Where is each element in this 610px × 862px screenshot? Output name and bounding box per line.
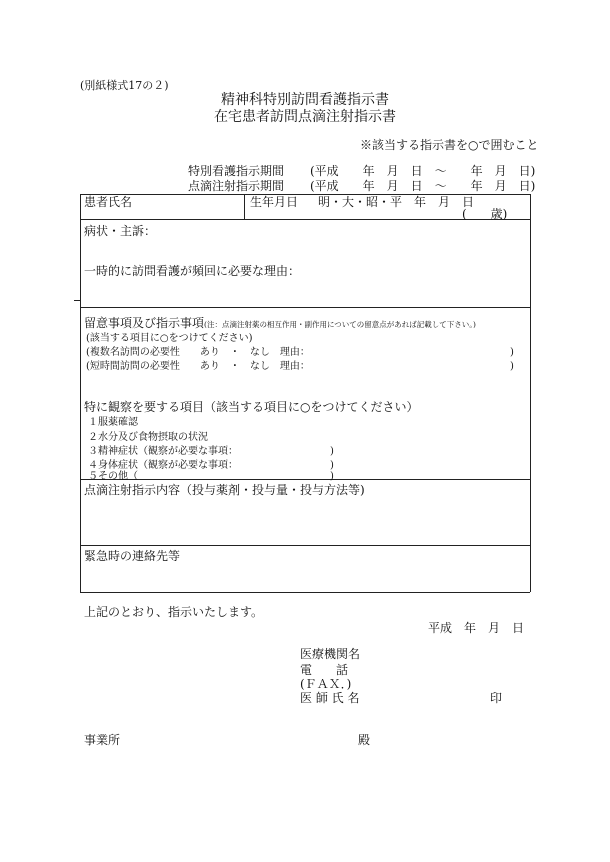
emergency-contact-label: 緊急時の連絡先等	[84, 549, 181, 563]
observe-item-close: )	[330, 460, 334, 471]
honorific-label: 殿	[358, 733, 371, 747]
selection-note: ※該当する指示書を○で囲むこと	[360, 138, 539, 152]
title-psychiatric-visit: 精神科特別訪問看護指示書	[221, 92, 389, 108]
issue-date[interactable]: 平成 年 月 日	[428, 621, 525, 635]
special-period-range: (平成 年 月 日 〜 年 月 日)	[310, 164, 536, 178]
observe-title: 特に観察を要する項目（該当する項目に○をつけてください）	[84, 400, 419, 414]
notes-title	[84, 317, 476, 329]
fax-label: (ＦＡＸ．)	[300, 677, 352, 691]
notes-title-text: 留意事項及び指示事項	[84, 316, 205, 330]
observe-item-close: )	[330, 446, 334, 457]
seal-mark: 印	[490, 691, 503, 705]
disease-label: 病状・主訴：	[84, 224, 157, 238]
short-visit-close: )	[510, 361, 514, 372]
multi-visit-need[interactable]: (複数名訪問の必要性 あり ・ なし 理由：	[86, 347, 310, 358]
drip-period-range: (平成 年 月 日 〜 年 月 日)	[310, 179, 536, 193]
observe-item-close: )	[330, 471, 334, 482]
observe-item[interactable]: ３精神症状（観察が必要な事項：	[88, 446, 238, 457]
notes-subnote: (注：点滴注射薬の相互作用・副作用についての留意点があれば記載して下さい。)	[204, 320, 476, 329]
form-number: (別紙様式17の２)	[80, 79, 169, 92]
drip-content-label: 点滴注射指示内容（投与薬剤・投与量・投与方法等)	[84, 483, 365, 497]
drip-period-label: 点滴注射指示期間	[188, 179, 285, 193]
observe-item[interactable]: ４身体症状（観察が必要な事項：	[88, 460, 238, 471]
title-drip-injection: 在宅患者訪問点滴注射指示書	[214, 109, 396, 125]
dob-label: 生年月日	[250, 195, 299, 209]
short-visit-need[interactable]: (短時間訪問の必要性 あり ・ なし 理由：	[86, 361, 310, 372]
frequent-visit-reason-label: 一時的に訪問看護が頻回に必要な理由：	[84, 264, 301, 278]
office-label: 事業所	[84, 733, 121, 747]
patient-name-label: 患者氏名	[84, 195, 133, 209]
phone-label: 電 話	[300, 663, 349, 677]
institution-name-label: 医療機関名	[300, 647, 361, 661]
observe-item[interactable]: ２水分及び食物摂取の状況	[88, 432, 208, 443]
observe-item[interactable]: ５その他（	[88, 471, 138, 482]
dob-era-options[interactable]: 明・大・昭・平 年 月 日	[318, 195, 475, 209]
instruction-statement: 上記のとおり、指示いたします。	[84, 605, 264, 619]
age-field[interactable]: ( 歳)	[462, 207, 508, 221]
observe-item[interactable]: １服薬確認	[88, 417, 138, 428]
doctor-name-label: 医 師 氏 名	[300, 691, 360, 705]
special-period-label: 特別看護指示期間	[188, 164, 285, 178]
multi-visit-close: )	[510, 347, 514, 358]
notes-circle-instruction: (該当する項目に○をつけてください)	[86, 333, 253, 344]
